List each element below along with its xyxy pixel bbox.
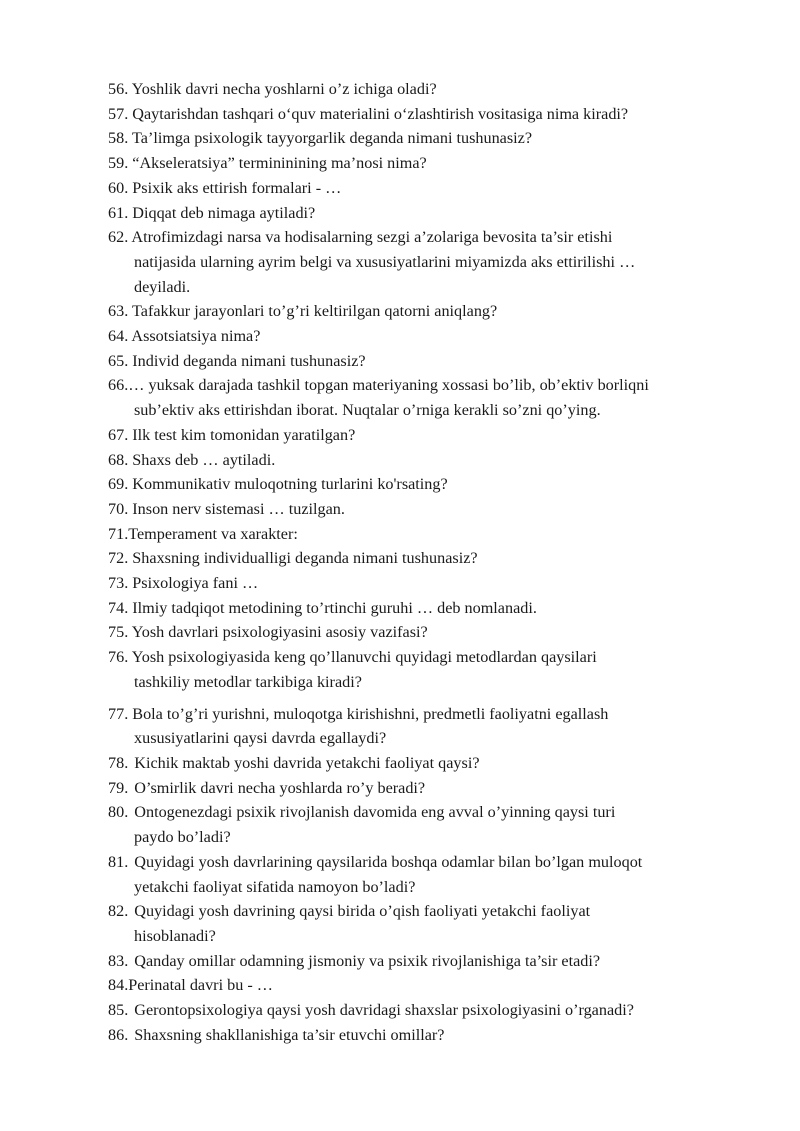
question-item xyxy=(108,546,758,571)
question-number: 79. xyxy=(108,778,129,797)
question-text: Shaxsning individualligi deganda nimani tushunasiz? xyxy=(132,549,478,568)
question-number: 59. xyxy=(108,154,129,173)
question-text: Individ deganda nimani tushunasiz? xyxy=(132,351,366,370)
question-text: Quyidagi yosh davrlarining qaysilarida boshqa odamlar bilan bo’lgan muloqot xyxy=(134,852,643,871)
question-text: Ta’limga psixologik tayyorgarlik deganda nimani tushunasiz? xyxy=(132,129,533,148)
question-number: 57. xyxy=(108,104,129,123)
question-text: Inson nerv sistemasi … tuzilgan. xyxy=(132,499,345,518)
question-item xyxy=(108,448,758,473)
question-number: 82. xyxy=(108,902,129,921)
question-number: 70. xyxy=(108,499,129,518)
question-text: … yuksak darajada tashkil topgan materiyaning xossasi bo’lib, ob’ektiv borliqni xyxy=(128,376,649,395)
question-text: Psixologiya fani … xyxy=(132,574,259,593)
question-text: Qaytarishdan tashqari o‘quv materialini o‘zlashtirish vositasiga nima kiradi? xyxy=(132,104,629,123)
question-item xyxy=(108,751,758,776)
question-item xyxy=(108,899,758,948)
question-number: 58. xyxy=(108,129,129,148)
question-text-continuation: hisoblanadi? xyxy=(134,926,216,945)
question-text-continuation: sub’ektiv aks ettirishdan iborat. Nuqtalar o’rniga kerakli so’zni qo’ying. xyxy=(134,401,601,420)
question-item xyxy=(108,349,758,374)
question-item xyxy=(108,522,758,547)
question-text: Tafakkur jarayonlari to’g’ri keltirilgan qatorni aniqlang? xyxy=(132,302,498,321)
question-text: Psixik aks ettirish formalari - … xyxy=(132,178,342,197)
question-number: 61. xyxy=(108,203,129,222)
question-item xyxy=(108,702,758,751)
question-text-continuation: xususiyatlarini qaysi davrda egallaydi? xyxy=(134,729,387,748)
question-text: O’smirlik davri necha yoshlarda ro’y beradi? xyxy=(134,778,426,797)
question-number: 81. xyxy=(108,852,129,871)
question-item xyxy=(108,472,758,497)
question-item xyxy=(108,1023,758,1048)
question-number: 77. xyxy=(108,704,129,723)
question-number: 62. xyxy=(108,228,129,247)
question-number: 56. xyxy=(108,80,129,98)
question-list xyxy=(108,77,758,1047)
question-text: Gerontopsixologiya qaysi yosh davridagi shaxslar psixologiyasini o’rganadi? xyxy=(134,1001,634,1020)
question-number: 74. xyxy=(108,598,129,617)
question-text: Ontogenezdagi psixik rivojlanish davomida eng avval o’yinning qaysi turi xyxy=(134,803,616,822)
question-text: Yosh psixologiyasida keng qo’llanuvchi quyidagi metodlardan qaysilari xyxy=(131,648,597,667)
question-item xyxy=(108,949,758,974)
question-number: 73. xyxy=(108,574,129,593)
question-number: 71. xyxy=(108,524,129,543)
question-item xyxy=(108,126,758,151)
question-item xyxy=(108,800,758,849)
question-item xyxy=(108,373,758,422)
question-number: 83. xyxy=(108,951,129,970)
question-item xyxy=(108,423,758,448)
question-number: 67. xyxy=(108,425,129,444)
question-item xyxy=(108,645,758,694)
question-item xyxy=(108,299,758,324)
question-text: Bola to’g’ri yurishni, muloqotga kirishishni, predmetli faoliyatni egallash xyxy=(132,704,609,723)
question-item xyxy=(108,973,758,998)
question-item xyxy=(108,497,758,522)
question-text: Ilk test kim tomonidan yaratilgan? xyxy=(132,425,356,444)
question-item xyxy=(108,151,758,176)
question-text: Qanday omillar odamning jismoniy va psixik rivojlanishiga ta’sir etadi? xyxy=(134,951,601,970)
question-item xyxy=(108,776,758,801)
question-item xyxy=(108,201,758,226)
question-number: 84. xyxy=(108,976,129,995)
question-text: Kommunikativ muloqotning turlarini ko'rsating? xyxy=(132,475,448,494)
question-text: Kichik maktab yoshi davrida yetakchi faoliyat qaysi? xyxy=(134,753,480,772)
question-number: 85. xyxy=(108,1001,129,1020)
question-item xyxy=(108,571,758,596)
question-text: Shaxs deb … aytiladi. xyxy=(132,450,276,469)
question-item xyxy=(108,225,758,299)
question-number: 64. xyxy=(108,327,129,346)
question-text: Temperament va xarakter: xyxy=(128,524,298,543)
question-text: Atrofimizdagi narsa va hodisalarning sezgi a’zolariga bevosita ta’sir etishi xyxy=(131,228,613,247)
question-text: “Akseleratsiya” termininining ma’nosi nima? xyxy=(132,154,427,173)
question-text: Yosh davrlari psixologiyasini asosiy vazifasi? xyxy=(131,623,428,642)
question-item xyxy=(108,176,758,201)
question-text: Perinatal davri bu - … xyxy=(128,976,273,995)
question-text-continuation: deyiladi. xyxy=(134,277,191,296)
question-text: Shaxsning shakllanishiga ta’sir etuvchi omillar? xyxy=(134,1025,445,1044)
question-number: 72. xyxy=(108,549,129,568)
question-item xyxy=(108,596,758,621)
question-item xyxy=(108,620,758,645)
question-number: 65. xyxy=(108,351,129,370)
question-text: Assotsiatsiya nima? xyxy=(131,327,261,346)
question-number: 69. xyxy=(108,475,129,494)
question-text: Ilmiy tadqiqot metodining to’rtinchi guruhi … deb nomlanadi. xyxy=(132,598,537,617)
question-text: Yoshlik davri necha yoshlarni o’z ichiga oladi? xyxy=(131,80,437,98)
question-number: 66. xyxy=(108,376,129,395)
question-item xyxy=(108,77,758,102)
question-text: Diqqat deb nimaga aytiladi? xyxy=(132,203,316,222)
question-number: 86. xyxy=(108,1025,129,1044)
question-item xyxy=(108,102,758,127)
question-text-continuation: yetakchi faoliyat sifatida namoyon bo’ladi? xyxy=(134,877,416,896)
question-item xyxy=(108,324,758,349)
question-number: 78. xyxy=(108,753,129,772)
question-text-continuation: natijasida ularning ayrim belgi va xususiyatlarini miyamizda aks ettirilishi … xyxy=(134,252,636,271)
question-number: 60. xyxy=(108,178,129,197)
question-number: 76. xyxy=(108,648,129,667)
question-number: 75. xyxy=(108,623,129,642)
question-text-continuation: tashkiliy metodlar tarkibiga kiradi? xyxy=(134,672,362,691)
question-item xyxy=(108,998,758,1023)
question-text: Quyidagi yosh davrining qaysi birida o’qish faoliyati yetakchi faoliyat xyxy=(134,902,591,921)
question-number: 63. xyxy=(108,302,129,321)
question-number: 80. xyxy=(108,803,129,822)
question-text-continuation: paydo bo’ladi? xyxy=(134,828,231,847)
question-number: 68. xyxy=(108,450,129,469)
question-item xyxy=(108,850,758,899)
